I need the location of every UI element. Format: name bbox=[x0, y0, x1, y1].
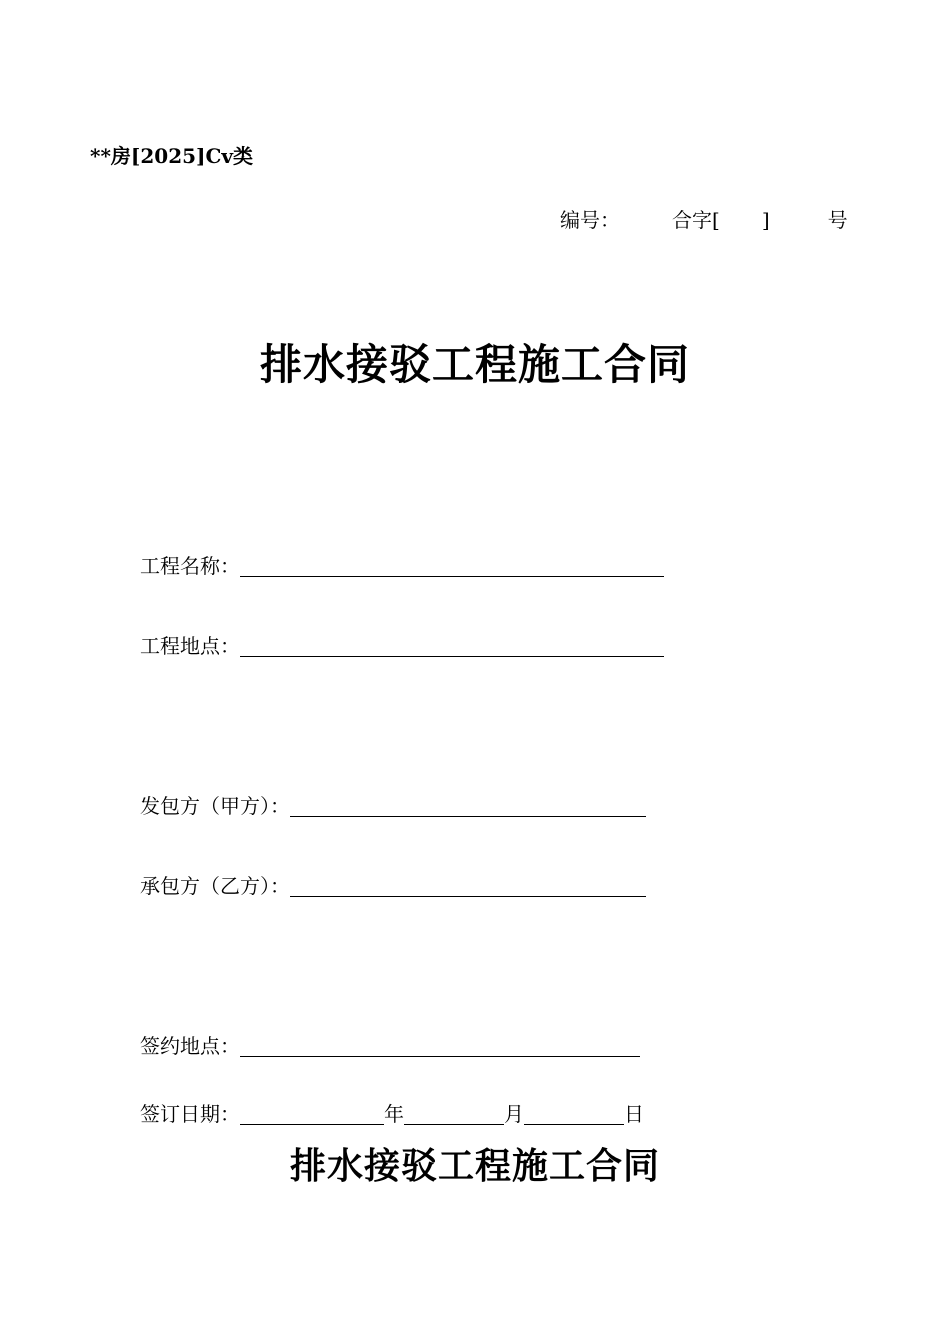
project-place-line[interactable] bbox=[240, 634, 664, 657]
month-label: 月 bbox=[504, 1102, 524, 1126]
party-a-line[interactable] bbox=[290, 794, 646, 817]
sign-place-field bbox=[140, 1030, 640, 1059]
party-a-label: 发包方（甲方）： bbox=[140, 794, 290, 818]
document-title: 排水接驳工程施工合同 bbox=[259, 340, 690, 389]
sign-date-field bbox=[140, 1098, 644, 1127]
sign-place-label: 签约地点： bbox=[140, 1034, 240, 1058]
contract-number-label: 编号： bbox=[560, 208, 620, 232]
project-place-label: 工程地点： bbox=[140, 634, 240, 658]
party-b-line[interactable] bbox=[290, 874, 646, 897]
party-a-field bbox=[140, 790, 646, 819]
project-place-field bbox=[140, 630, 664, 659]
project-name-label: 工程名称： bbox=[140, 554, 240, 578]
party-b-field bbox=[140, 870, 646, 899]
day-label: 日 bbox=[624, 1102, 644, 1126]
sign-place-line[interactable] bbox=[240, 1034, 640, 1057]
contract-number-prefix: 合字[ bbox=[672, 208, 720, 232]
party-b-label: 承包方（乙方）： bbox=[140, 874, 290, 898]
sign-date-label: 签订日期： bbox=[140, 1102, 240, 1126]
document-code: **房[2025]Cv类 bbox=[90, 144, 254, 168]
project-name-line[interactable] bbox=[240, 554, 664, 577]
contract-number-bracket: ] bbox=[761, 208, 770, 232]
contract-number bbox=[560, 204, 848, 233]
year-label: 年 bbox=[384, 1102, 404, 1126]
contract-number-suffix: 号 bbox=[827, 208, 848, 232]
day-line[interactable] bbox=[524, 1102, 624, 1125]
project-name-field bbox=[140, 550, 664, 579]
footer-title: 排水接驳工程施工合同 bbox=[289, 1146, 660, 1187]
month-line[interactable] bbox=[404, 1102, 504, 1125]
year-line[interactable] bbox=[240, 1102, 384, 1125]
